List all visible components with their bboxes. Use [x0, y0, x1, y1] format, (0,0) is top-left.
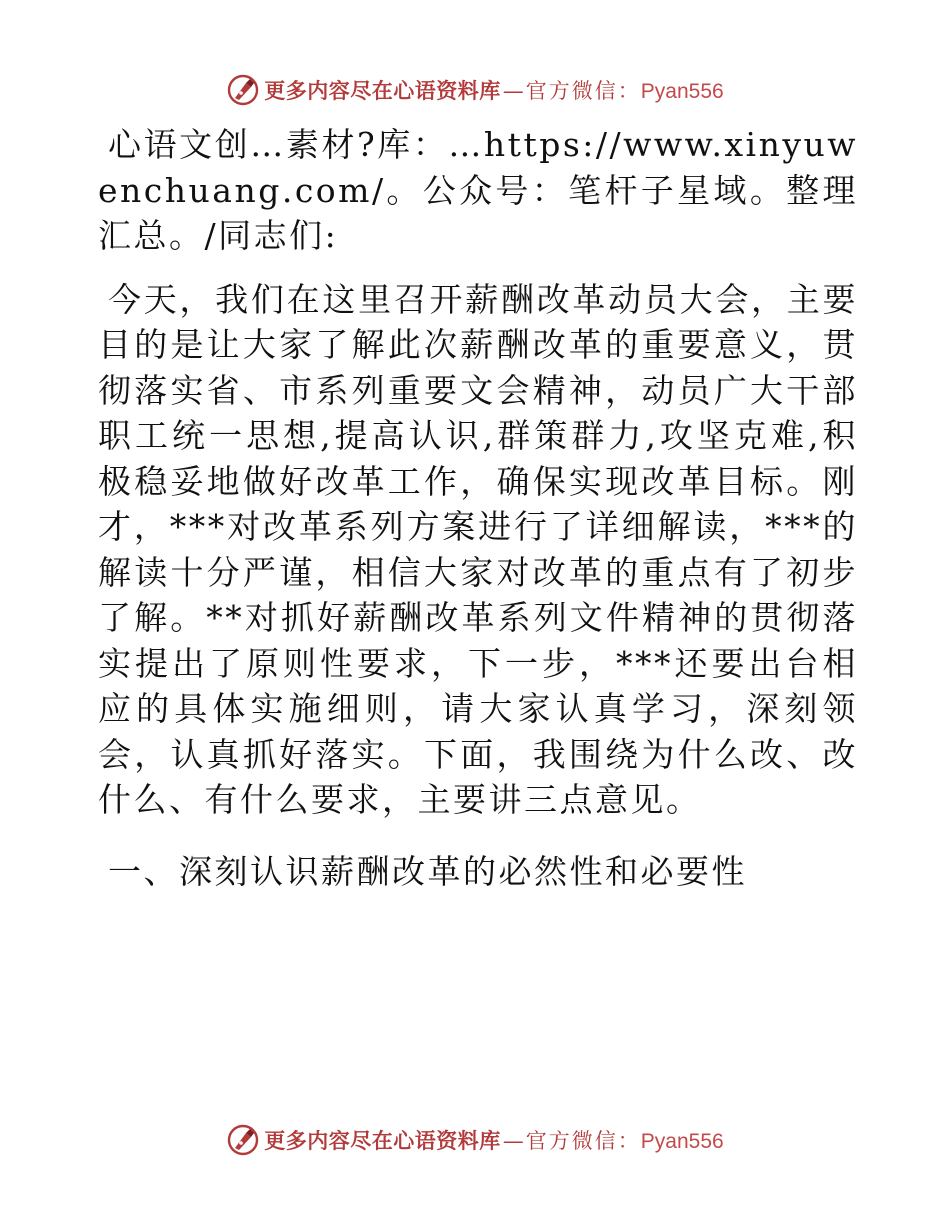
- footer-banner: [0, 1118, 950, 1162]
- banner-wechat-id: Pyan556: [640, 80, 724, 103]
- banner-separator: —: [502, 1129, 524, 1153]
- banner-separator: —: [502, 79, 524, 103]
- pen-nib-logo-icon: [226, 1123, 260, 1157]
- body-paragraph: 今天，我们在这里召开薪酬改革动员大会，主要目的是让大家了解此次薪酬改革的重要意义，贯彻落实省、市系列重要文会精神，动员广大干部职工统一思想,提高认识,群策群力,攻坚克难,积极稳妥地做好改革工作，确保实现改革目标。刚才，***对改革系列方案进行了详细解读，***的解读十分严谨，相信大家对改革的重点有了初步了解。**对抓好薪酬改革系列文件精神的贯彻落实提出了原则性要求，下一步，***还要出台相应的具体实施细则，请大家认真学习，深刻领会，认真抓好落实。下面，我围绕为什么改、改什么、有什么要求，主要讲三点意见。: [98, 279, 858, 819]
- banner-main-text: 更多内容尽在心语资料库: [264, 79, 501, 103]
- banner-text: [264, 1125, 723, 1155]
- banner-wechat-id: Pyan556: [640, 1130, 724, 1153]
- header-banner: [0, 68, 950, 112]
- intro-paragraph: 心语文创…素材?库：…https://www.xinyuwenchuang.com/。公众号：笔杆子星域。整理汇总。/同志们:: [98, 125, 858, 255]
- pen-nib-logo-icon: [226, 73, 260, 107]
- banner-main-text: 更多内容尽在心语资料库: [264, 1129, 501, 1153]
- document-content: [98, 122, 858, 894]
- section-heading: 一、深刻认识薪酬改革的必然性和必要性: [108, 851, 747, 891]
- banner-text: [264, 75, 723, 105]
- banner-official-label: 官方微信：: [525, 79, 641, 103]
- banner-official-label: 官方微信：: [525, 1129, 641, 1153]
